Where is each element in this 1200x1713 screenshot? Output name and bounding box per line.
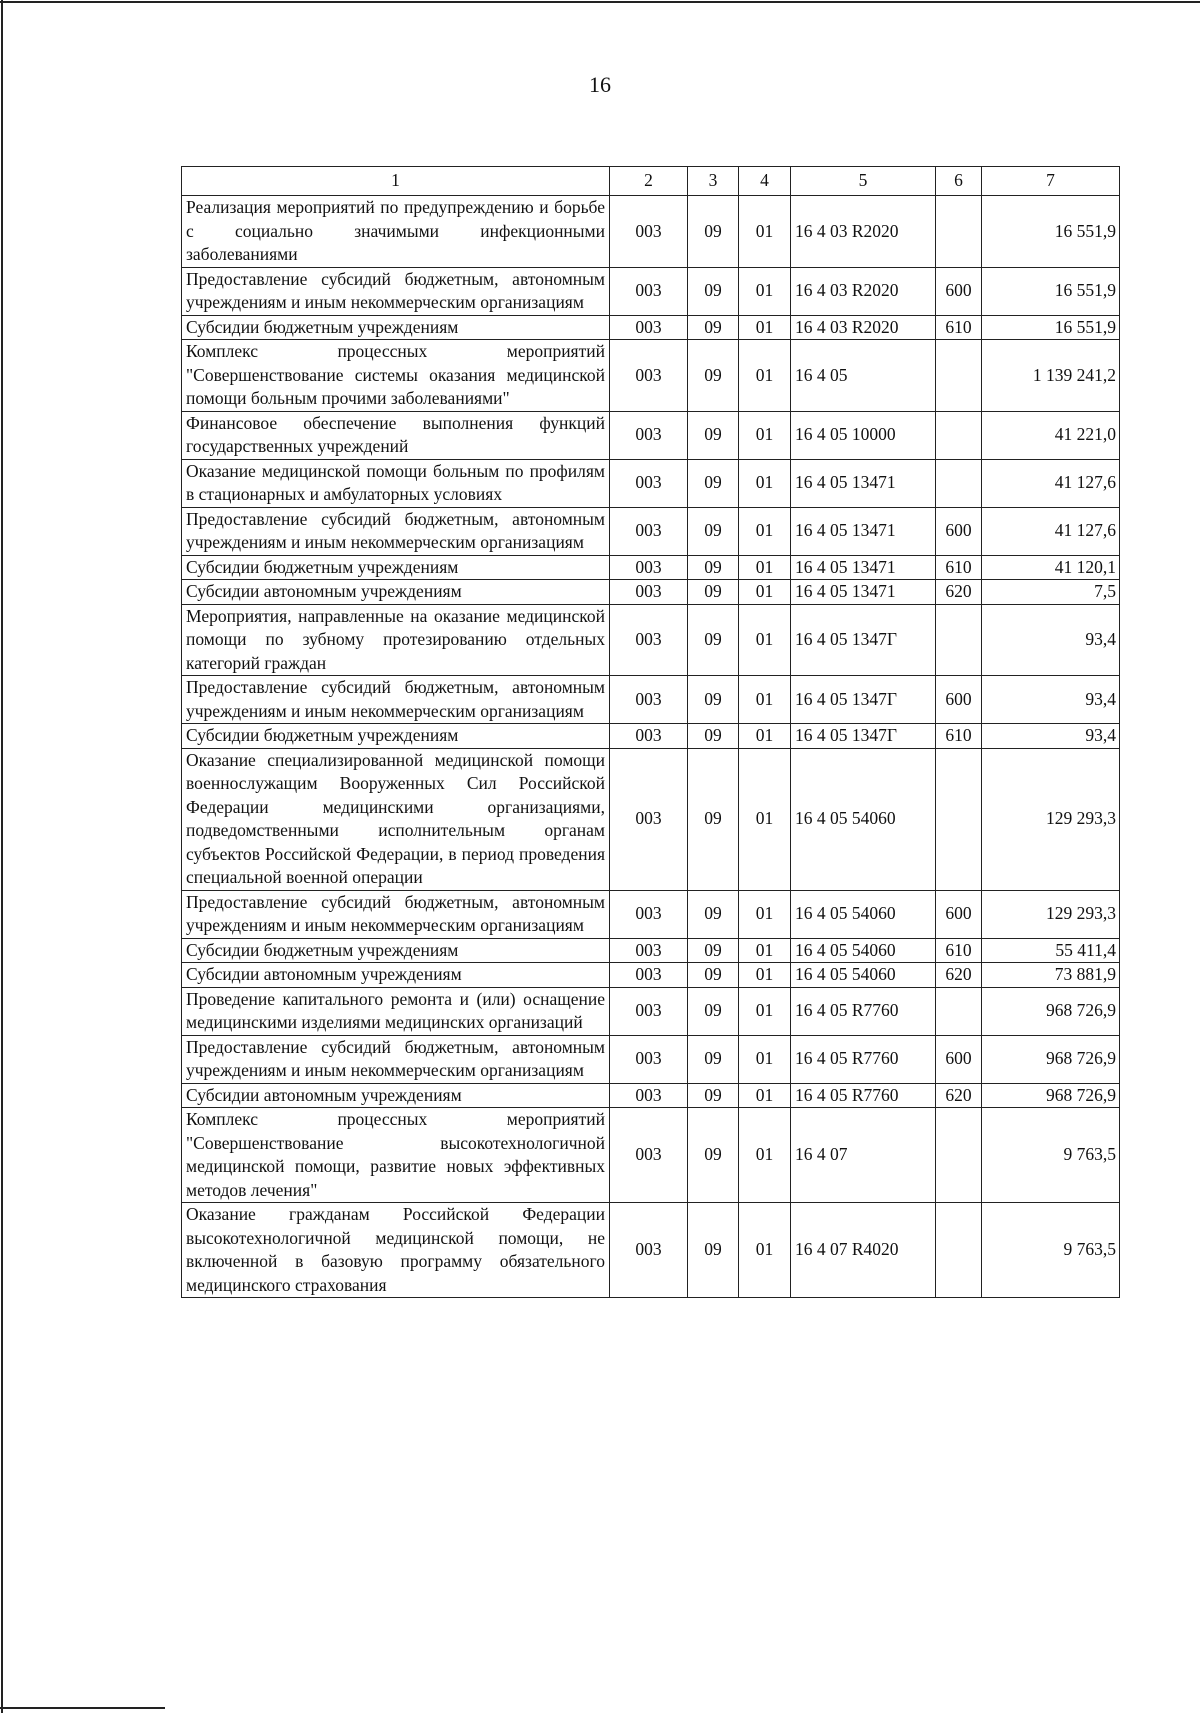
row-name: Предоставление субсидий бюджетным, автономным учреждениям и иным некоммерческим организациям xyxy=(182,267,610,315)
row-code-admin: 003 xyxy=(610,604,688,676)
row-code-section: 09 xyxy=(688,1203,739,1298)
row-code-expense xyxy=(936,987,982,1035)
row-code-target: 16 4 05 R7760 xyxy=(791,1083,936,1108)
row-code-expense: 620 xyxy=(936,1083,982,1108)
row-amount: 16 551,9 xyxy=(982,267,1120,315)
table-row xyxy=(182,580,1120,605)
row-amount: 73 881,9 xyxy=(982,963,1120,988)
row-name: Предоставление субсидий бюджетным, автономным учреждениям и иным некоммерческим организациям xyxy=(182,890,610,938)
row-code-section: 09 xyxy=(688,938,739,963)
row-code-target: 16 4 05 1347Г xyxy=(791,604,936,676)
row-name: Оказание гражданам Российской Федерации высокотехнологичной медицинской помощи, не включенной в базовую программу обязательного медицинского страхования xyxy=(182,1203,610,1298)
table-row xyxy=(182,987,1120,1035)
row-amount: 41 221,0 xyxy=(982,411,1120,459)
table-row xyxy=(182,676,1120,724)
row-code-subsection: 01 xyxy=(739,315,791,340)
row-code-admin: 003 xyxy=(610,555,688,580)
row-code-target: 16 4 05 54060 xyxy=(791,890,936,938)
row-code-target: 16 4 03 R2020 xyxy=(791,267,936,315)
row-name: Субсидии автономным учреждениям xyxy=(182,963,610,988)
row-code-target: 16 4 05 R7760 xyxy=(791,1035,936,1083)
row-amount: 1 139 241,2 xyxy=(982,340,1120,412)
row-code-expense: 600 xyxy=(936,890,982,938)
row-code-admin: 003 xyxy=(610,459,688,507)
row-amount: 55 411,4 xyxy=(982,938,1120,963)
row-name: Реализация мероприятий по предупреждению и борьбе с социально значимыми инфекционными заболеваниями xyxy=(182,196,610,268)
row-code-target: 16 4 05 54060 xyxy=(791,748,936,890)
page-number: 16 xyxy=(589,72,611,97)
column-header: 7 xyxy=(982,167,1120,196)
row-code-admin: 003 xyxy=(610,580,688,605)
row-code-target: 16 4 05 13471 xyxy=(791,507,936,555)
row-code-subsection: 01 xyxy=(739,507,791,555)
row-code-subsection: 01 xyxy=(739,748,791,890)
row-code-section: 09 xyxy=(688,1108,739,1203)
table-row xyxy=(182,890,1120,938)
row-amount: 41 127,6 xyxy=(982,507,1120,555)
row-code-target: 16 4 05 10000 xyxy=(791,411,936,459)
row-code-admin: 003 xyxy=(610,676,688,724)
row-name: Проведение капитального ремонта и (или) оснащение медицинскими изделиями медицинских организаций xyxy=(182,987,610,1035)
row-code-expense xyxy=(936,1108,982,1203)
table-row xyxy=(182,555,1120,580)
row-code-section: 09 xyxy=(688,1035,739,1083)
row-code-target: 16 4 05 xyxy=(791,340,936,412)
row-amount: 9 763,5 xyxy=(982,1108,1120,1203)
row-code-expense xyxy=(936,196,982,268)
row-amount: 129 293,3 xyxy=(982,748,1120,890)
row-code-admin: 003 xyxy=(610,267,688,315)
row-code-target: 16 4 05 13471 xyxy=(791,459,936,507)
row-code-expense: 610 xyxy=(936,938,982,963)
row-code-admin: 003 xyxy=(610,1083,688,1108)
row-code-target: 16 4 05 54060 xyxy=(791,963,936,988)
row-code-expense: 600 xyxy=(936,676,982,724)
column-header: 3 xyxy=(688,167,739,196)
row-name: Предоставление субсидий бюджетным, автономным учреждениям и иным некоммерческим организациям xyxy=(182,507,610,555)
row-amount: 7,5 xyxy=(982,580,1120,605)
row-code-admin: 003 xyxy=(610,987,688,1035)
row-name: Оказание специализированной медицинской помощи военнослужащим Вооруженных Сил Российской Федерации медицинскими организациями, подведомственными исполнительным органам субъектов Российской Федерации, в период проведения специальной военной операции xyxy=(182,748,610,890)
row-code-subsection: 01 xyxy=(739,555,791,580)
table-row xyxy=(182,1035,1120,1083)
row-code-admin: 003 xyxy=(610,411,688,459)
table-row xyxy=(182,1083,1120,1108)
row-code-subsection: 01 xyxy=(739,676,791,724)
table-row xyxy=(182,196,1120,268)
row-code-section: 09 xyxy=(688,963,739,988)
row-code-expense xyxy=(936,604,982,676)
row-code-section: 09 xyxy=(688,987,739,1035)
table-row xyxy=(182,267,1120,315)
row-code-expense: 620 xyxy=(936,963,982,988)
row-code-subsection: 01 xyxy=(739,724,791,749)
row-code-expense xyxy=(936,459,982,507)
row-amount: 16 551,9 xyxy=(982,196,1120,268)
column-header: 2 xyxy=(610,167,688,196)
row-name: Оказание медицинской помощи больным по профилям в стационарных и амбулаторных условиях xyxy=(182,459,610,507)
row-code-expense xyxy=(936,748,982,890)
row-code-subsection: 01 xyxy=(739,963,791,988)
row-code-subsection: 01 xyxy=(739,1203,791,1298)
table-row xyxy=(182,963,1120,988)
row-code-section: 09 xyxy=(688,1083,739,1108)
row-amount: 968 726,9 xyxy=(982,987,1120,1035)
row-amount: 93,4 xyxy=(982,604,1120,676)
row-code-target: 16 4 05 1347Г xyxy=(791,724,936,749)
row-name: Предоставление субсидий бюджетным, автономным учреждениям и иным некоммерческим организациям xyxy=(182,676,610,724)
row-code-admin: 003 xyxy=(610,1203,688,1298)
row-name: Субсидии автономным учреждениям xyxy=(182,1083,610,1108)
row-code-expense: 600 xyxy=(936,1035,982,1083)
row-code-section: 09 xyxy=(688,748,739,890)
row-code-admin: 003 xyxy=(610,724,688,749)
table-row xyxy=(182,748,1120,890)
row-code-section: 09 xyxy=(688,676,739,724)
row-code-subsection: 01 xyxy=(739,196,791,268)
table-row xyxy=(182,340,1120,412)
row-amount: 968 726,9 xyxy=(982,1035,1120,1083)
table-row xyxy=(182,724,1120,749)
row-amount: 41 127,6 xyxy=(982,459,1120,507)
row-name: Субсидии автономным учреждениям xyxy=(182,580,610,605)
row-code-section: 09 xyxy=(688,580,739,605)
column-header: 5 xyxy=(791,167,936,196)
row-code-admin: 003 xyxy=(610,196,688,268)
table-header-row xyxy=(182,167,1120,196)
row-code-admin: 003 xyxy=(610,748,688,890)
row-code-admin: 003 xyxy=(610,963,688,988)
row-code-section: 09 xyxy=(688,411,739,459)
scan-bottom-mark xyxy=(0,1707,165,1709)
row-amount: 93,4 xyxy=(982,676,1120,724)
row-code-expense: 610 xyxy=(936,555,982,580)
row-code-admin: 003 xyxy=(610,1108,688,1203)
row-code-expense xyxy=(936,340,982,412)
row-code-admin: 003 xyxy=(610,507,688,555)
table-row xyxy=(182,604,1120,676)
row-code-target: 16 4 05 R7760 xyxy=(791,987,936,1035)
table-body xyxy=(182,196,1120,1298)
row-code-admin: 003 xyxy=(610,315,688,340)
table-row xyxy=(182,459,1120,507)
row-code-target: 16 4 05 13471 xyxy=(791,555,936,580)
row-code-expense xyxy=(936,1203,982,1298)
table-row xyxy=(182,1108,1120,1203)
scan-left-border xyxy=(1,0,3,1713)
table-row xyxy=(182,411,1120,459)
row-amount: 41 120,1 xyxy=(982,555,1120,580)
row-code-section: 09 xyxy=(688,890,739,938)
row-code-subsection: 01 xyxy=(739,340,791,412)
row-code-section: 09 xyxy=(688,196,739,268)
row-code-expense: 620 xyxy=(936,580,982,605)
row-code-expense: 600 xyxy=(936,507,982,555)
row-name: Субсидии бюджетным учреждениям xyxy=(182,555,610,580)
row-code-expense: 610 xyxy=(936,724,982,749)
column-header: 4 xyxy=(739,167,791,196)
row-name: Комплекс процессных мероприятий "Совершенствование высокотехнологичной медицинской помощи, развитие новых эффективных методов лечения" xyxy=(182,1108,610,1203)
row-amount: 129 293,3 xyxy=(982,890,1120,938)
row-code-subsection: 01 xyxy=(739,938,791,963)
row-code-admin: 003 xyxy=(610,890,688,938)
table-row xyxy=(182,315,1120,340)
row-code-expense: 600 xyxy=(936,267,982,315)
row-code-admin: 003 xyxy=(610,938,688,963)
row-name: Субсидии бюджетным учреждениям xyxy=(182,938,610,963)
scan-top-border xyxy=(0,1,1200,3)
row-code-subsection: 01 xyxy=(739,1083,791,1108)
row-amount: 968 726,9 xyxy=(982,1083,1120,1108)
row-code-target: 16 4 07 xyxy=(791,1108,936,1203)
row-code-admin: 003 xyxy=(610,1035,688,1083)
row-code-section: 09 xyxy=(688,340,739,412)
row-name: Субсидии бюджетным учреждениям xyxy=(182,315,610,340)
row-name: Мероприятия, направленные на оказание медицинской помощи по зубному протезированию отдельных категорий граждан xyxy=(182,604,610,676)
column-header: 6 xyxy=(936,167,982,196)
row-code-section: 09 xyxy=(688,724,739,749)
row-code-subsection: 01 xyxy=(739,411,791,459)
row-code-expense: 610 xyxy=(936,315,982,340)
row-name: Комплекс процессных мероприятий "Совершенствование системы оказания медицинской помощи больным прочими заболеваниями" xyxy=(182,340,610,412)
row-code-subsection: 01 xyxy=(739,580,791,605)
row-code-section: 09 xyxy=(688,507,739,555)
row-code-target: 16 4 05 54060 xyxy=(791,938,936,963)
row-code-target: 16 4 05 1347Г xyxy=(791,676,936,724)
row-amount: 93,4 xyxy=(982,724,1120,749)
row-code-target: 16 4 05 13471 xyxy=(791,580,936,605)
row-name: Финансовое обеспечение выполнения функций государственных учреждений xyxy=(182,411,610,459)
row-code-expense xyxy=(936,411,982,459)
table-row xyxy=(182,938,1120,963)
row-name: Субсидии бюджетным учреждениям xyxy=(182,724,610,749)
row-code-subsection: 01 xyxy=(739,987,791,1035)
row-code-admin: 003 xyxy=(610,340,688,412)
row-code-subsection: 01 xyxy=(739,267,791,315)
row-code-section: 09 xyxy=(688,555,739,580)
row-code-subsection: 01 xyxy=(739,459,791,507)
row-code-section: 09 xyxy=(688,459,739,507)
row-amount: 9 763,5 xyxy=(982,1203,1120,1298)
table-row xyxy=(182,1203,1120,1298)
row-code-target: 16 4 03 R2020 xyxy=(791,196,936,268)
row-code-section: 09 xyxy=(688,315,739,340)
row-code-section: 09 xyxy=(688,604,739,676)
row-code-subsection: 01 xyxy=(739,1035,791,1083)
row-name: Предоставление субсидий бюджетным, автономным учреждениям и иным некоммерческим организациям xyxy=(182,1035,610,1083)
row-code-section: 09 xyxy=(688,267,739,315)
row-code-subsection: 01 xyxy=(739,1108,791,1203)
table-row xyxy=(182,507,1120,555)
budget-table xyxy=(181,166,1120,1298)
column-header: 1 xyxy=(182,167,610,196)
row-code-target: 16 4 07 R4020 xyxy=(791,1203,936,1298)
row-code-target: 16 4 03 R2020 xyxy=(791,315,936,340)
row-code-subsection: 01 xyxy=(739,890,791,938)
row-code-subsection: 01 xyxy=(739,604,791,676)
row-amount: 16 551,9 xyxy=(982,315,1120,340)
